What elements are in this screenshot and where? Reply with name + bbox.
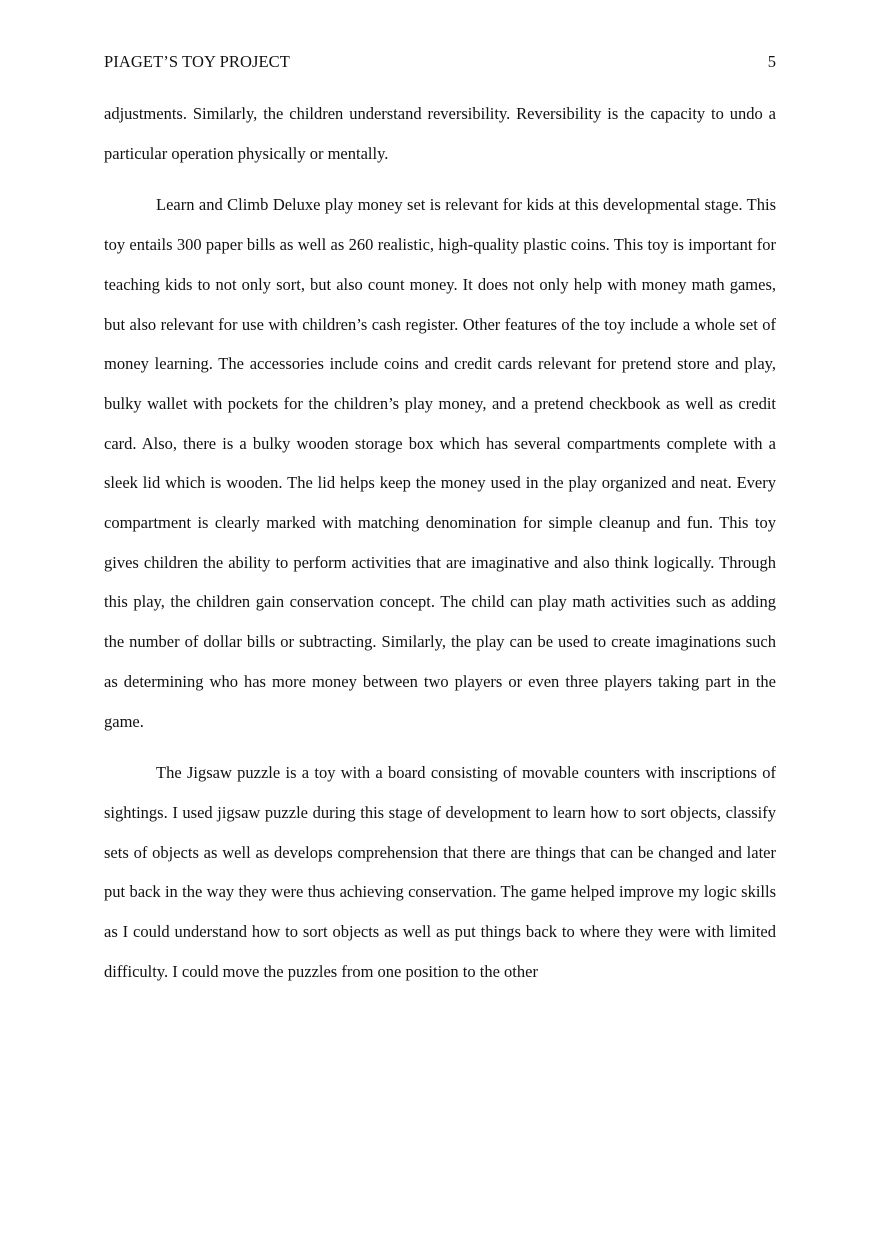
paragraph-continuation: adjustments. Similarly, the children understand reversibility. Reversibility is the capacity to undo a particular operation physically or mentally. xyxy=(104,104,776,163)
paragraph-play-money-set: Learn and Climb Deluxe play money set is relevant for kids at this developmental stage. This toy entails 300 paper bills as well as 260 realistic, high-quality plastic coins. This toy is important for teaching kids to not only sort, but also count money. It does not only help with money math games, but also relevant for use with children’s cash register. Other features of the toy include a whole set of money learning. The accessories include coins and credit cards relevant for pretend store and play, bulky wallet with pockets for the children’s play money, and a pretend checkbook as well as credit card. Also, there is a bulky wooden storage box which has several compartments complete with a sleek lid which is wooden. The lid helps keep the money used in the play organized and neat. Every compartment is clearly marked with matching denomination for simple cleanup and fun. This toy gives children the ability to perform activities that are imaginative and also think logically. Through this play, the children gain conservation concept. The child can play math activities such as adding the number of dollar bills or subtracting. Similarly, the play can be used to create imaginations such as determining who has more money between two players or even three players taking part in the game. xyxy=(104,195,776,731)
body-text xyxy=(104,94,776,991)
paragraph-jigsaw-puzzle: The Jigsaw puzzle is a toy with a board consisting of movable counters with inscriptions of sightings. I used jigsaw puzzle during this stage of development to learn how to sort objects, classify sets of objects as well as develops comprehension that there are things that can be changed and later put back in the way they were thus achieving conservation. The game helped improve my logic skills as I could understand how to sort objects as well as put things back to where they were with limited difficulty. I could move the puzzles from one position to the other xyxy=(104,763,776,981)
running-head: PIAGET’S TOY PROJECT xyxy=(104,52,290,71)
page-number: 5 xyxy=(767,52,776,71)
